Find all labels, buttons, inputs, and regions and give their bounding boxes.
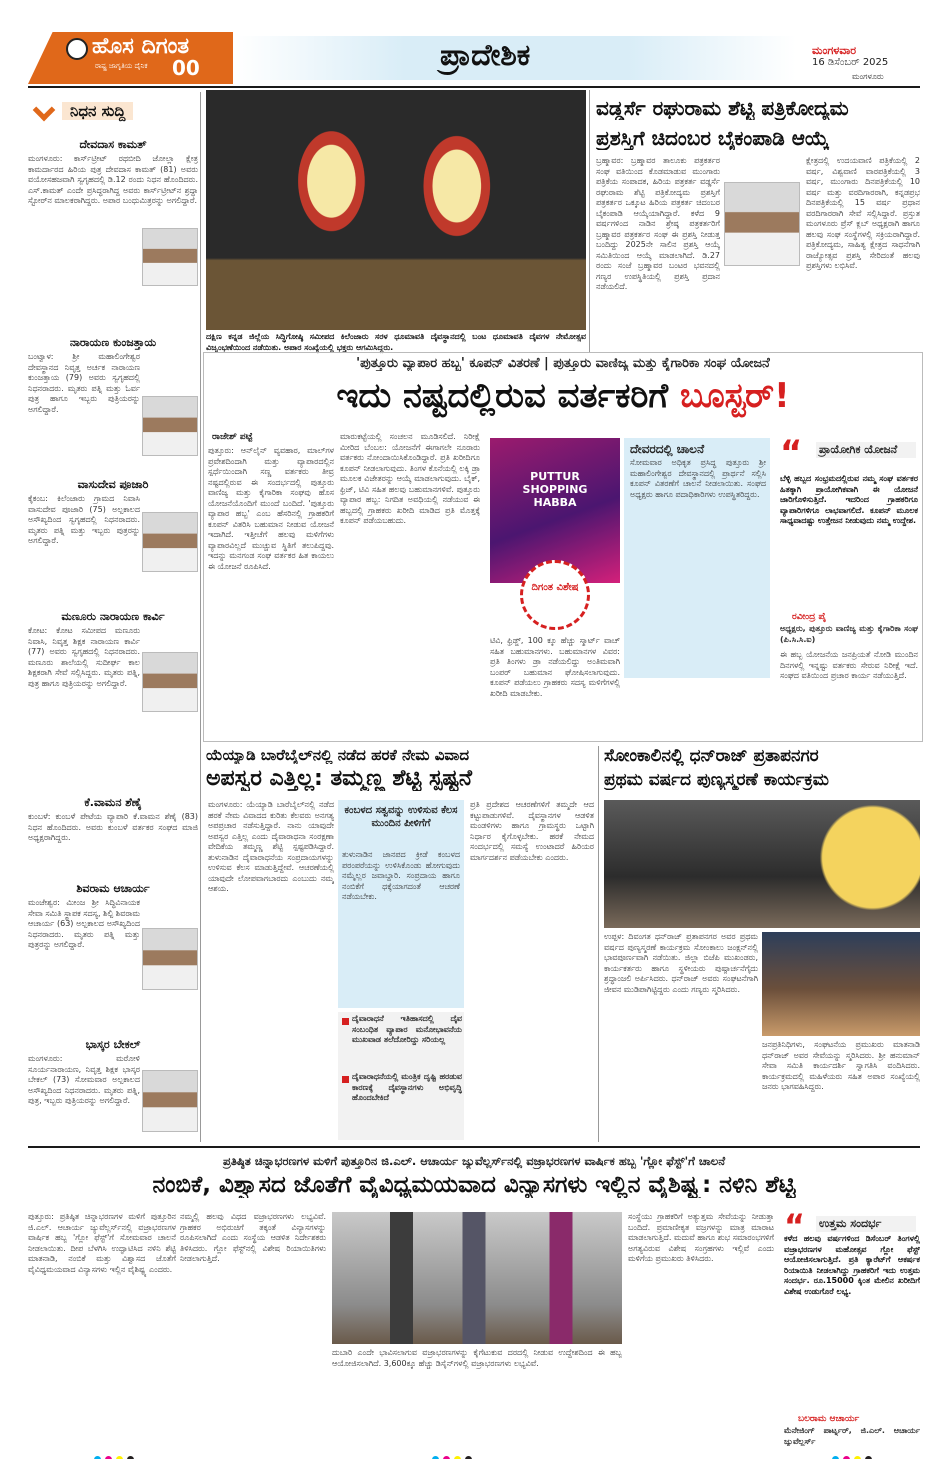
ritual-photo-caption: ದಕ್ಷಿಣ ಕನ್ನಡ ಜಿಲ್ಲೆಯ ಸಿದ್ಧಿಗೋಷ್ಠಿ ಸಮೀಪದ ಕಿಲೆಂಜಾರು ಸರಳ ಧೂಮಾವತಿ ದೈವಸ್ಥಾನದಲ್ಲಿ ಬಂಟ ಧೂಮಾವತಿ ದೈವಗಳ ನೇಮೋತ್ಸವ ವಿಜೃಂಭಣೆಯಿಂದ ನಡೆಯಿತು. ಅಪಾರ ಸಂಖ್ಯೆಯಲ್ಲಿ ಭಕ್ತರು ಆಗಮಿಸಿದ್ದರು. (206, 332, 586, 352)
obituary-text: ಕೈಕಂಬ: ಕಿಲೆಂಜಾರು ಗ್ರಾಮದ ನಿವಾಸಿ ವಾಸುದೇವ ಪೂಜಾರಿ (75) ಅಲ್ಪಕಾಲದ ಅಸೌಖ್ಯದಿಂದ ಸ್ವಗೃಹದಲ್ಲಿ ನಿಧನರಾದರು. ಮೃತರು ಪತ್ನಿ ಮತ್ತು ಇಬ್ಬರು ಪುತ್ರರನ್ನು ಅಗಲಿದ್ದಾರೆ. (28, 494, 140, 545)
jewellers-photo-caption: ದುಬಾರಿ ಎಂದೇ ಭಾವಿಸಲಾಗುವ ವಜ್ರಾಭರಣಗಳನ್ನು ಕೈಗೆಟುಕುವ ದರದಲ್ಲಿ ನೀಡುವ ಉದ್ದೇಶದಿಂದ ಈ ಹಬ್ಬ ಆಯೋಜಿಸಲಾಗಿದೆ. 3,600ಕ್ಕೂ ಹೆಚ್ಚು ಡಿಸೈನ್‌ಗಳಲ್ಲಿ ವಜ್ರಾಭರಣಗಳು ಲಭ್ಯವಿವೆ. (332, 1348, 622, 1368)
temple-launch-text: ಸೋಮವಾರ ಅಧಿಕೃತ ಪ್ರಸಿದ್ಧ ಪುತ್ತೂರು ಶ್ರೀ ಮಹಾಲಿಂಗೇಶ್ವರ ದೇವಸ್ಥಾನದಲ್ಲಿ ಪ್ರಾರ್ಥನೆ ಸಲ್ಲಿಸಿ ಕೂಪನ್ ವಿತರಣೆಗೆ ಚಾಲನೆ ನೀಡಲಾಯಿತು. ಸಂಘದ ಅಧ್ಯಕ್ಷರು ಹಾಗೂ ಪದಾಧಿಕಾರಿಗಳು ಉಪಸ್ಥಿತರಿದ್ದರು. (630, 458, 766, 499)
booster-col-1: ಪುತ್ತೂರು: ಆನ್‌ಲೈನ್ ವ್ಯವಹಾರ, ಮಾಲ್‌ಗಳ ಪ್ರವೇಶದಿಂದಾಗಿ ಮತ್ತು ವ್ಯಾಪಾರದಲ್ಲಿನ ಸ್ಪರ್ಧೆಯಿಂದಾಗಿ ಸಣ್ಣ ವರ್ತಕರು ತೀವ್ರ ನಷ್ಟದಲ್ಲಿರುವ ಈ ಸಂದರ್ಭದಲ್ಲಿ ಪುತ್ತೂರು ವಾಣಿಜ್ಯ ಮತ್ತು ಕೈಗಾರಿಕಾ ಸಂಘವು ಹೊಸ ಯೋಜನೆಯೊಂದಿಗೆ ಮುಂದೆ ಬಂದಿದೆ. 'ಪುತ್ತೂರು ವ್ಯಾಪಾರ ಹಬ್ಬ' ಎಂಬ ಹೆಸರಿನಲ್ಲಿ ಗ್ರಾಹಕರಿಗೆ ಕೂಪನ್ ವಿತರಿಸಿ ಬಹುಮಾನ ನೀಡುವ ಯೋಜನೆ ಇದಾಗಿದೆ. ಇತ್ತೀಚೆಗೆ ಹಲವು ಮಳಿಗೆಗಳು ವ್ಯಾಪಾರವಿಲ್ಲದೆ ಮುಚ್ಚುವ ಸ್ಥಿತಿಗೆ ತಲುಪಿದ್ದವು. ಇದನ್ನು ಮನಗಂಡ ಸಂಘ ವರ್ತಕರ ಹಿತ ಕಾಯಲು ಈ ಯೋಜನೆ ರೂಪಿಸಿದೆ. (208, 446, 334, 571)
quote-mark-icon: “ (780, 433, 803, 473)
good-occasion-author: ಬಲರಾಮ ಆಚಾರ್ಯ (798, 1414, 860, 1424)
section-title: ಪ್ರಾದೇಶಿಕ (440, 38, 531, 73)
jewellers-col-3: ಸಂಸ್ಥೆಯು ಗ್ರಾಹಕರಿಗೆ ಅತ್ಯುತ್ತಮ ಸೇವೆಯನ್ನು ನೀಡುತ್ತಾ ಬಂದಿದೆ. ಪ್ರಮಾಣೀಕೃತ ವಜ್ರಗಳನ್ನು ಮಾತ್ರ ಮಾರಾಟ ಮಾಡಲಾಗುತ್ತಿದೆ. ಮದುವೆ ಹಾಗೂ ಶುಭ ಸಮಾರಂಭಗಳಿಗೆ ಅಗತ್ಯವಿರುವ ವಿಶೇಷ ಸಂಗ್ರಹಗಳು ಇಲ್ಲಿವೆ ಎಂದು ಮಳಿಗೆಯ ಪ್ರಮುಖರು ತಿಳಿಸಿದರು. (628, 1212, 774, 1263)
left-column-divider (200, 92, 201, 1142)
booster-headline-black: ಇದು ನಷ್ಟದಲ್ಲಿರುವ ವರ್ತಕರಿಗೆ (336, 376, 680, 416)
practical-scheme-title: ಪ್ರಾಯೋಗಿಕ ಯೋಜನೆ (816, 442, 916, 458)
practical-scheme-author: ರವೀಂದ್ರ ಪೈ (792, 612, 827, 622)
print-marks-center (430, 1448, 474, 1459)
quote-mark-icon: “ (784, 1207, 806, 1245)
issue-city: ಮಂಗಳೂರು (852, 72, 884, 81)
masthead-logo-emblem (66, 38, 88, 60)
temple-launch-title: ದೇವರದಲ್ಲಿ ಚಾಲನೆ (630, 442, 705, 456)
good-occasion-quote: ಕಳೆದ ಹಲವು ವರ್ಷಗಳಿಂದ ಡಿಸೆಂಬರ್ ತಿಂಗಳಲ್ಲಿ ವಜ್ರಾಭರಣಗಳ ಮಹೋತ್ಸವ ಗ್ಲೋ ಫೆಸ್ಟ್ ಆಯೋಜಿಸಲಾಗುತ್ತಿದೆ. ಪ್ರತಿ ಕ್ಯಾರೆಟ್‌ಗೆ ಆಕರ್ಷಕ ರಿಯಾಯಿತಿ ನೀಡಲಾಗಿದ್ದು ಗ್ರಾಹಕರಿಗೆ ಇದು ಉತ್ತಮ ಸಂದರ್ಭ. ರೂ.15000 ಕ್ಕಿಂತ ಮೇಲಿನ ಖರೀದಿಗೆ ವಿಶೇಷ ಉಡುಗೊರೆ ಲಭ್ಯ. (784, 1234, 920, 1296)
masthead (0, 0, 945, 88)
masthead-rule (28, 86, 920, 88)
good-occasion-title: ಉತ್ತಮ ಸಂದರ್ಭ (816, 1216, 916, 1232)
raghurama-col-2: ಕ್ಷೇತ್ರದಲ್ಲಿ ಉದಯವಾಣಿ ಪತ್ರಿಕೆಯಲ್ಲಿ 2 ವರ್ಷ, ವಿಶ್ವವಾಣಿ ವಾರಪತ್ರಿಕೆಯಲ್ಲಿ 3 ವರ್ಷ, ಮುಂಗಾರು ದಿನಪತ್ರಿಕೆಯಲ್ಲಿ 10 ವರ್ಷ ಮತ್ತು ವರದಿಗಾರರಾಗಿ, ಕನ್ನಡಪ್ರಭ ದಿನಪತ್ರಿಕೆಯಲ್ಲಿ 15 ವರ್ಷ ಪ್ರಧಾನ ವರದಿಗಾರರಾಗಿ ಸೇವೆ ಸಲ್ಲಿಸಿದ್ದಾರೆ. ಪ್ರಸ್ತುತ ಮಂಗಳೂರು ಪ್ರೆಸ್ ಕ್ಲಬ್ ಅಧ್ಯಕ್ಷರಾಗಿ ಹಾಗೂ ಹಲವು ಸಂಘ ಸಂಸ್ಥೆಗಳಲ್ಲಿ ಸಕ್ರಿಯರಾಗಿದ್ದಾರೆ. ಪತ್ರಿಕೋದ್ಯಮ, ಸಾಹಿತ್ಯ ಕ್ಷೇತ್ರದ ಸಾಧನೆಗಾಗಿ ರಾಜ್ಯೋತ್ಸವ ಪ್ರಶಸ್ತಿ ಸೇರಿದಂತೆ ಹಲವು ಪ್ರಶಸ್ತಿಗಳು ಲಭಿಸಿವೆ. (806, 156, 920, 270)
raghurama-headline-2: ಪ್ರಶಸ್ತಿಗೆ ಚಿದಂಬರ ಬೈಕಂಪಾಡಿ ಆಯ್ಕೆ (596, 126, 830, 150)
dhanraj-col-1: ಉಪ್ಪಳ: ದಿವಂಗತ ಧನ್‌ರಾಜ್ ಪ್ರತಾಪನಗರ ಅವರ ಪ್ರಥಮ ವರ್ಷದ ಪುಣ್ಯಸ್ಮರಣೆ ಕಾರ್ಯಕ್ರಮ ಸೋಂಕಾಲು ಜಂಕ್ಷನ್‌ನಲ್ಲಿ ಭಾವಪೂರ್ಣವಾಗಿ ನಡೆಯಿತು. ಜಿಲ್ಲಾ ಬಿಜೆಪಿ ಮುಖಂಡರು, ಕಾರ್ಯಕರ್ತರು ಹಾಗೂ ಸ್ಥಳೀಯರು ಪುಷ್ಪಾರ್ಚನೆಗೈದು ಶ್ರದ್ಧಾಂಜಲಿ ಅರ್ಪಿಸಿದರು. ಧನ್‌ರಾಜ್ ಅವರು ಸಂಘಟನೆಗಾಗಿ ಜೀವನ ಮುಡಿಪಾಗಿಟ್ಟಿದ್ದರು ಎಂದು ಗಣ್ಯರು ಸ್ಮರಿಸಿದರು. (604, 932, 758, 994)
obituary-portrait (142, 1070, 198, 1132)
obituary-name: ನಾರಾಯಣ ಕುಂಜತ್ತಾಯ (69, 336, 157, 349)
bottom-section-rule (28, 1146, 920, 1148)
poster-title: PUTTUR SHOPPING HABBA (522, 470, 588, 509)
practical-scheme-extra: ಈ ಹಬ್ಬ ಯೋಜನೆಯ ಜನಪ್ರಿಯತೆ ನೋಡಿ ಮುಂದಿನ ದಿನಗಳಲ್ಲಿ ಇನ್ನಷ್ಟು ವರ್ತಕರು ಸೇರುವ ನಿರೀಕ್ಷೆ ಇದೆ. ಸಂಘದ ವತಿಯಿಂದ ಪ್ರಚಾರ ಕಾರ್ಯ ನಡೆಯುತ್ತಿದೆ. (780, 650, 918, 680)
booster-headline (206, 376, 920, 416)
issue-day: ಮಂಗಳವಾರ (812, 44, 857, 57)
ritual-photo (206, 90, 586, 330)
print-marks-left (92, 1448, 136, 1459)
jewellers-col-1: ಪುತ್ತೂರು: ಪ್ರತಿಷ್ಠಿತ ಚಿನ್ನಾಭರಣಗಳ ಮಳಿಗೆ ಪುತ್ತೂರಿನ ಜಿ.ಎಲ್. ಆಚಾರ್ಯ ಜ್ಯುವೆಲ್ಲರ್ಸ್‌ನಲ್ಲಿ ವಜ್ರಾಭರಣಗಳ ವಾರ್ಷಿಕ ಹಬ್ಬ 'ಗ್ಲೋ ಫೆಸ್ಟ್'ಗೆ ಸೋಮವಾರ ಚಾಲನೆ ನೀಡಲಾಯಿತು. ದೀಪ ಬೆಳಗಿಸಿ ಉದ್ಘಾಟಿಸಿದ ನಳಿನಿ ಶೆಟ್ಟಿ ಮಾತನಾಡಿ, ನಂಬಿಕೆ ಮತ್ತು ವಿಶ್ವಾಸದ ಜೊತೆಗೆ ವೈವಿಧ್ಯಮಯವಾದ ವಿನ್ಯಾಸಗಳು ಇಲ್ಲಿನ ವೈಶಿಷ್ಟ್ಯ ಎಂದರು. (28, 1212, 176, 1274)
obituary-text-wrap (28, 230, 140, 310)
obituary-text: ಮಂಜೇಶ್ವರ: ಮೀಂಜ ಶ್ರೀ ಸಿದ್ಧಿವಿನಾಯಕ ಸೇವಾ ಸಮಿತಿ ಸ್ಥಾಪಕ ಸದಸ್ಯ, ಶಿಲ್ಪಿ ಶಿವರಾಮ ಆಚಾರ್ಯ (63) ಅಲ್ಪಕಾಲದ ಅಸೌಖ್ಯದಿಂದ ನಿಧನರಾದರು. ಮೃತರು ಪತ್ನಿ ಮತ್ತು ಪುತ್ರರನ್ನು ಅಗಲಿದ್ದಾರೆ. (28, 898, 140, 949)
obituary-text: ಮಂಗಳೂರು: ಮರೋಳಿ ಸೂರ್ಯನಾರಾಯಣ, ನಿವೃತ್ತ ಶಿಕ್ಷಕ ಭಾಸ್ಕರ ಬೇಕಲ್ (73) ಸೋಮವಾರ ಅಲ್ಪಕಾಲದ ಅಸೌಖ್ಯದಿಂದ ನಿಧನರಾದರು. ಮೃತರು ಪತ್ನಿ, ಪುತ್ರ, ಇಬ್ಬರು ಪುತ್ರಿಯರನ್ನು ಅಗಲಿದ್ದಾರೆ. (28, 1054, 140, 1105)
obituary-portrait (142, 512, 198, 572)
booster-byline: ರಾಜೇಶ್ ಪಟ್ಟೆ (212, 432, 253, 442)
booster-headline-red: ಬೂಸ್ಟರ್! (679, 376, 790, 416)
booster-col-3: ಟಿವಿ, ಫ್ರಿಡ್ಜ್, 100 ಕ್ಕೂ ಹೆಚ್ಚು ಸ್ಮಾರ್ಟ್ ವಾಚ್ ಸಹಿತ ಬಹುಮಾನಗಳು. ಬಹುಮಾನಗಳ ವಿವರ: ಪ್ರತಿ ತಿಂಗಳು ಡ್ರಾ ನಡೆಯಲಿದ್ದು ಅಂತಿಮವಾಗಿ ಬಂಪರ್ ಬಹುಮಾನ ಘೋಷಿಸಲಾಗುವುದು. ಕೂಪನ್ ಪಡೆಯಲು ಗ್ರಾಹಕರು ಸದಸ್ಯ ಮಳಿಗೆಗಳಲ್ಲಿ ಖರೀದಿ ಮಾಡಬೇಕು. (490, 636, 620, 698)
practical-scheme-author-role: ಅಧ್ಯಕ್ಷರು, ಪುತ್ತೂರು ವಾಣಿಜ್ಯ ಮತ್ತು ಕೈಗಾರಿಕಾ ಸಂಘ (ಪಿ.ಸಿ.ಸಿ.ಐ) (780, 624, 918, 644)
thammanna-headline-2: ಅಪಸ್ವರ ಎತ್ತಿಲ್ಲ: ತಮ್ಮಣ್ಣ ಶೆಟ್ಟಿ ಸ್ಪಷ್ಟನೆ (206, 766, 473, 791)
jewellers-headline: ನಂಬಿಕೆ, ವಿಶ್ವಾಸದ ಜೊತೆಗೆ ವೈವಿಧ್ಯಮಯವಾದ ವಿನ್ಯಾಸಗಳು ಇಲ್ಲಿನ ವೈಶಿಷ್ಟ್ಯ: ನಳಿನಿ ಶೆಟ್ಟಿ (152, 1172, 796, 1198)
issue-date: 16 ಡಿಸೆಂಬರ್ 2025 (812, 57, 889, 68)
dhanraj-headline-1: ಸೋಂಕಾಲಿನಲ್ಲಿ ಧನ್‌ರಾಜ್ ಪ್ರತಾಪನಗರ (604, 746, 819, 766)
raghurama-headline-1: ವಡ್ಡರ್ಸೆ ರಘುರಾಮ ಶೆಟ್ಟಿ ಪತ್ರಿಕೋದ್ಯಮ (596, 96, 849, 120)
thammanna-col-1: ಮಂಗಳೂರು: ಯೆಯ್ಯಾಡಿ ಬಾರೆಬೈಲ್‌ನಲ್ಲಿ ನಡೆದ ಹರಕೆ ನೇಮ ವಿವಾದದ ಕುರಿತು ಕೆಲವರು ಅನಗತ್ಯ ಅಪಪ್ರಚಾರ ನಡೆಸುತ್ತಿದ್ದಾರೆ. ನಾನು ಯಾವುದೇ ಅಪಸ್ವರ ಎತ್ತಿಲ್ಲ ಎಂದು ದೈವಾರಾಧನಾ ಸಂರಕ್ಷಣಾ ವೇದಿಕೆಯ ತಮ್ಮಣ್ಣ ಶೆಟ್ಟಿ ಸ್ಪಷ್ಟಪಡಿಸಿದ್ದಾರೆ. ತುಳುನಾಡಿನ ದೈವಾರಾಧನೆಯ ಸಂಪ್ರದಾಯಗಳನ್ನು ಉಳಿಸುವ ಕೆಲಸ ಮಾಡುತ್ತಿದ್ದೇವೆ. ಆಚರಣೆಯಲ್ಲಿ ಯಾವುದೇ ಲೋಪವಾಗಬಾರದು ಎಂಬುದು ನಮ್ಮ ಆಶಯ. (208, 800, 334, 893)
paper-name: ಹೊಸ ದಿಗಂತ (92, 34, 190, 59)
thammanna-col-2: ಪ್ರತಿ ಪ್ರದೇಶದ ಆಚರಣೆಗಳಿಗೆ ತಮ್ಮದೇ ಆದ ಕಟ್ಟುಪಾಡುಗಳಿವೆ. ದೈವಸ್ಥಾನಗಳ ಆಡಳಿತ ಮಂಡಳಿಗಳು ಹಾಗೂ ಗ್ರಾಮಸ್ಥರು ಒಟ್ಟಾಗಿ ನಿರ್ಧಾರ ಕೈಗೊಳ್ಳಬೇಕು. ಹರಕೆ ನೇಮದ ಸಂದರ್ಭದಲ್ಲಿ ಸಮಸ್ಯೆ ಉಂಟಾದರೆ ಹಿರಿಯರ ಮಾರ್ಗದರ್ಶನ ಪಡೆಯಬೇಕು ಎಂದರು. (470, 800, 594, 862)
raghurama-col-1: ಬ್ರಹ್ಮಾವರ: ಬ್ರಹ್ಮಾವರ ತಾಲೂಕು ಪತ್ರಕರ್ತರ ಸಂಘ ವತಿಯಿಂದ ಕೊಡಮಾಡುವ ಮುಂಗಾರು ಪತ್ರಿಕೆಯ ಸಂಪಾದಕ, ಹಿರಿಯ ಪತ್ರಕರ್ತ ವಡ್ಡರ್ಸೆ ರಘುರಾಮ ಶೆಟ್ಟಿ ಪತ್ರಿಕೋದ್ಯಮ ಪ್ರಶಸ್ತಿಗೆ ಪತ್ರಕರ್ತರ ಒಕ್ಕೂಟ ಹಿರಿಯ ಪತ್ರಕರ್ತ ಚಿದಂಬರ ಬೈಕಂಪಾಡಿ ಆಯ್ಕೆಯಾಗಿದ್ದಾರೆ. ಕಳೆದ 9 ವರ್ಷಗಳಿಂದ ನಾಡಿನ ಶ್ರೇಷ್ಠ ಪತ್ರಕರ್ತರಿಗೆ ಬ್ರಹ್ಮಾವರ ಪತ್ರಕರ್ತರ ಸಂಘ ಈ ಪ್ರಶಸ್ತಿ ನೀಡುತ್ತ ಬಂದಿದ್ದು 2025ನೇ ಸಾಲಿನ ಪ್ರಶಸ್ತಿ ಆಯ್ಕೆ ಸಮಿತಿಯಿಂದ ಆಯ್ಕೆ ಮಾಡಲಾಗಿದೆ. ಡಿ.27 ರಂದು ಸಂಜೆ ಬ್ರಹ್ಮಾವರ ಬಂಟರ ಭವನದಲ್ಲಿ ಗಣ್ಯರ ಉಪಸ್ಥಿತಿಯಲ್ಲಿ ಪ್ರಶಸ್ತಿ ಪ್ರದಾನ ನಡೆಯಲಿದೆ. (596, 156, 720, 291)
obituary-name: ಭಾಸ್ಕರ ಬೇಕಲ್ (85, 1038, 141, 1051)
dhanraj-crowd-photo (762, 932, 920, 1036)
booster-col-2: ಮಾರುಕಟ್ಟೆಯಲ್ಲಿ ಸಂಚಲನ ಮೂಡಿಸಲಿದೆ. ನಿರೀಕ್ಷೆ ಮೀರಿದ ಬೆಂಬಲ: ಯೋಜನೆಗೆ ಈಗಾಗಲೇ ನೂರಾರು ವರ್ತಕರು ನೋಂದಾಯಿಸಿಕೊಂಡಿದ್ದಾರೆ. ಪ್ರತಿ ಖರೀದಿಗೂ ಕೂಪನ್ ನೀಡಲಾಗುವುದು. ತಿಂಗಳ ಕೊನೆಯಲ್ಲಿ ಲಕ್ಕಿ ಡ್ರಾ ಮೂಲಕ ವಿಜೇತರನ್ನು ಆಯ್ಕೆ ಮಾಡಲಾಗುವುದು. ಬೈಕ್, ಫ್ರಿಜ್, ಟಿವಿ ಸಹಿತ ಹಲವು ಬಹುಮಾನಗಳಿವೆ. ಪುತ್ತೂರು ವ್ಯಾಪಾರ ಹಬ್ಬ: ನಿಗದಿತ ಅವಧಿಯಲ್ಲಿ ನಡೆಯುವ ಈ ಹಬ್ಬದಲ್ಲಿ ಗ್ರಾಹಕರು ಖರೀದಿ ಮಾಡಿದ ಪ್ರತಿ ಮೊತ್ತಕ್ಕೆ ಕೂಪನ್ ಪಡೆಯಬಹುದು. (340, 432, 480, 525)
print-marks-right (830, 1448, 874, 1459)
kambala-box-text: ತುಳುನಾಡಿನ ಜಾನಪದ ಕ್ರೀಡೆ ಕಂಬಳದ ಪರಂಪರೆಯನ್ನು ಉಳಿಸಿಕೊಂಡು ಹೋಗುವುದು ನಮ್ಮೆಲ್ಲರ ಜವಾಬ್ದಾರಿ. ಸಂಪ್ರದಾಯ ಹಾಗೂ ನಂಬಿಕೆಗೆ ಧಕ್ಕೆಯಾಗದಂತೆ ಆಚರಣೆ ನಡೆಯಬೇಕು. (342, 850, 460, 901)
booster-col-4 (624, 682, 770, 738)
top-divider (589, 90, 590, 352)
obituary-text: ಬಂಟ್ವಾಳ: ಶ್ರೀ ಮಹಾಲಿಂಗೇಶ್ವರ ದೇವಸ್ಥಾನದ ನಿವೃತ್ತ ಅರ್ಚಕ ನಾರಾಯಣ ಕುಂಜತ್ತಾಯ (79) ಅವರು ಸ್ವಗೃಹದಲ್ಲಿ ನಿಧನರಾದರು. ಮೃತರು ಪತ್ನಿ ಮತ್ತು ಓರ್ವ ಪುತ್ರ ಹಾಗೂ ಇಬ್ಬರು ಪುತ್ರಿಯರನ್ನು ಅಗಲಿದ್ದಾರೆ. (28, 352, 140, 414)
digantha-special-badge (520, 560, 590, 630)
obituary-text: ಕುಂಬಳೆ: ಕುಂಬಳೆ ಪೇಟೆಯ ವ್ಯಾಪಾರಿ ಕೆ.ವಾಮನ ಶೆಣೈ (83) ನಿಧನ ಹೊಂದಿದರು. ಅವರು ಕುಂಬಳೆ ವರ್ತಕರ ಸಂಘದ ಮಾಜಿ ಅಧ್ಯಕ್ಷರಾಗಿದ್ದರು. (28, 812, 198, 842)
dhanraj-headline-2: ಪ್ರಥಮ ವರ್ಷದ ಪುಣ್ಯಸ್ಮರಣೆ ಕಾರ್ಯಕ್ರಮ (604, 770, 829, 790)
booster-kicker: 'ಪುತ್ತೂರು ವ್ಯಾಪಾರ ಹಬ್ಬ' ಕೂಪನ್ ವಿತರಣೆ | ಪುತ್ತೂರು ವಾಣಿಜ್ಯ ಮತ್ತು ಕೈಗಾರಿಕಾ ಸಂಘ ಯೋಜನೆ (356, 356, 770, 371)
obituary-portrait (142, 652, 198, 712)
jewellers-col-2: ನಮ್ಮಲ್ಲಿ ಹಲವು ವಿಧದ ವಜ್ರಾಭರಣಗಳು ಲಭ್ಯವಿವೆ. ಗ್ರಾಹಕರ ಅಭಿರುಚಿಗೆ ತಕ್ಕಂತೆ ವಿನ್ಯಾಸಗಳನ್ನು ರೂಪಿಸಲಾಗಿದೆ ಎಂದು ಸಂಸ್ಥೆಯ ಆಡಳಿತ ನಿರ್ದೇಶಕರು ತಿಳಿಸಿದರು. ಗ್ಲೋ ಫೆಸ್ಟ್‌ನಲ್ಲಿ ವಿಶೇಷ ರಿಯಾಯಿತಿಗಳು ನೀಡಲಾಗುತ್ತಿದೆ. (180, 1212, 326, 1263)
obituary-header-title: ನಿಧನ ಸುದ್ದಿ (62, 102, 133, 120)
obituary-portrait (142, 228, 198, 286)
bullet-square-icon (342, 1018, 349, 1025)
quote-box-2: ದೈವಾರಾಧನೆಯಲ್ಲಿ ಮಂತ್ರಿಕ ದೃಷ್ಟಿ ಹರಡುವ ಕಾರಣಕ್ಕೆ ದೈವಸ್ಥಾನಗಳು ಅಭಿವೃದ್ಧಿ ಹೊಂದಬೇಕಿದೆ (352, 1072, 462, 1102)
dhanraj-col-2: ಜನಪ್ರತಿನಿಧಿಗಳು, ಸಂಘಟನೆಯ ಪ್ರಮುಖರು ಮಾತನಾಡಿ ಧನ್‌ರಾಜ್ ಅವರ ಸೇವೆಯನ್ನು ಸ್ಮರಿಸಿದರು. ಶ್ರೀ ಹನುಮಾನ್ ಸೇವಾ ಸಮಿತಿ ಕಾರ್ಯದರ್ಶಿ ಸ್ವಾಗತಿಸಿ ವಂದಿಸಿದರು. ಕಾರ್ಯಕ್ರಮದಲ್ಲಿ ಮಹಿಳೆಯರು ಸಹಿತ ಅಪಾರ ಸಂಖ್ಯೆಯಲ್ಲಿ ಜನರು ಭಾಗವಹಿಸಿದ್ದರು. (762, 1040, 920, 1091)
page-number: 00 (172, 56, 200, 80)
digantha-special-badge-label: ದಿಗಂತ ವಿಶೇಷ (531, 582, 579, 593)
jewellers-kicker: ಪ್ರತಿಷ್ಠಿತ ಚಿನ್ನಾಭರಣಗಳ ಮಳಿಗೆ ಪುತ್ತೂರಿನ ಜಿ.ಎಲ್. ಆಚಾರ್ಯ ಜ್ಯುವೆಲ್ಲರ್ಸ್‌ನಲ್ಲಿ ವಜ್ರಾಭರಣಗಳ ವಾರ್ಷಿಕ ಹಬ್ಬ 'ಗ್ಲೋ ಫೆಸ್ಟ್'ಗೆ ಚಾಲನೆ (222, 1154, 726, 1168)
paper-tagline: ರಾಷ್ಟ್ರ ಜಾಗೃತಿಯ ದೈನಿಕ (95, 62, 148, 70)
mid-divider (598, 746, 599, 1142)
obituary-text: ಮಂಗಳೂರು: ಕಾರ್ಸ್‌ಟ್ರೀಟ್ ರಥಬೀದಿ ಜೋಲ್ಲಾ ಕ್ಷೇತ್ರ ಕಾಮರ್ದಾರದ ಹಿರಿಯ ಪುತ್ರ ದೇವದಾಸ ಕಾಮತ್ (81) ಅವರು ವಯೋಸಹಜವಾಗಿ ಸ್ವಗೃಹದಲ್ಲಿ ಡಿ.12 ರಂದು ನಿಧನ ಹೊಂದಿದರು. ಎಸ್.ಕಾಮತ್ ಎಂದೇ ಪ್ರಸಿದ್ಧರಾಗಿದ್ದ ಅವರು ಕಾರ್ಸ್‌ಟ್ರೀಟ್‌ನ ಶ್ರದ್ಧಾ ಸ್ಟೋರ್‌ನ ಮಾಲಕರಾಗಿದ್ದರು. ಅಪಾರ ಬಂಧುಮಿತ್ರರನ್ನು ಅಗಲಿದ್ದಾರೆ. (28, 154, 198, 205)
obituary-portrait (142, 928, 198, 990)
thammanna-headline-1: ಯೆಯ್ಯಾಡಿ ಬಾರೆಬೈಲ್‌ನಲ್ಲಿ ನಡೆದ ಹರಕೆ ನೇಮ ವಿವಾದ (206, 746, 470, 764)
obituary-text: ಕೋಟ: ಕೋಟ ಸಮೀಪದ ಮಣೂರು ನಿವಾಸಿ, ನಿವೃತ್ತ ಶಿಕ್ಷಕ ನಾರಾಯಣ ಕಾರ್ವಿ (77) ಅವರು ಸ್ವಗೃಹದಲ್ಲಿ ನಿಧನರಾದರು. ಮಣೂರು ಶಾಲೆಯಲ್ಲಿ ಸುದೀರ್ಘ ಕಾಲ ಶಿಕ್ಷಕರಾಗಿ ಸೇವೆ ಸಲ್ಲಿಸಿದ್ದರು. ಮೃತರು ಪತ್ನಿ, ಪುತ್ರ ಹಾಗೂ ಪುತ್ರಿಯರನ್ನು ಅಗಲಿದ್ದಾರೆ. (28, 626, 140, 688)
obituary-portrait (142, 396, 198, 456)
quote-box-1: ದೈವಾರಾಧನೆ ಇತಿಹಾಸದಲ್ಲಿ ದೈವ ಸಂಬಂಧಿತ ವ್ಯಾಪಾರ ಮನೋಭಾವನೆಯ ಮುಖವಾಡ ತಲೆದೋರಿದ್ದು ಸರಿಯಲ್ಲ (352, 1014, 462, 1044)
obituary-name: ಮಣೂರು ನಾರಾಯಣ ಕಾರ್ವಿ (61, 610, 165, 623)
obituary-name: ಕೆ.ವಾಮನ ಶೆಣೈ (84, 796, 142, 809)
kambala-box-title: ಕಂಬಳದ ಸತ್ವವನ್ನು ಉಳಿಸುವ ಕೆಲಸ ಮುಂದಿನ ಪೀಳಿಗೆಗೆ (344, 805, 458, 829)
obituary-name: ಶಿವರಾಮ ಆಚಾರ್ಯ (76, 882, 150, 895)
obituary-name: ವಾಸುದೇವ ಪೂಜಾರಿ (77, 478, 149, 491)
practical-scheme-quote: ಬೆಳ್ಳಿ ಹಬ್ಬದ ಸಂಭ್ರಮದಲ್ಲಿರುವ ನಮ್ಮ ಸಂಘ ವರ್ತಕರ ಹಿತಕ್ಕಾಗಿ ಪ್ರಾಯೋಗಿಕವಾಗಿ ಈ ಯೋಜನೆ ಜಾರಿಗೊಳಿಸುತ್ತಿದೆ. ಇದರಿಂದ ಗ್ರಾಹಕರಿಗೂ ವ್ಯಾಪಾರಿಗಳಿಗೂ ಲಾಭವಾಗಲಿದೆ. ಕೂಪನ್ ಮೂಲಕ ಸಾಧ್ಯವಾದಷ್ಟು ಉತ್ತೇಜನ ನೀಡುವುದು ನಮ್ಮ ಉದ್ದೇಶ. (780, 474, 918, 525)
jewellers-launch-photo (332, 1212, 622, 1344)
good-occasion-author-role: ಮೆನೇಜಿಂಗ್ ಪಾರ್ಟ್ನರ್, ಜಿ.ಎಲ್. ಆಚಾರ್ಯ ಜ್ಯುವೆಲ್ಲರ್ಸ್ (784, 1426, 920, 1446)
bullet-square-icon (342, 1076, 349, 1083)
obituary-name: ದೇವದಾಸ ಕಾಮತ್ (79, 138, 147, 151)
dhanraj-tribute-photo (604, 800, 920, 928)
raghurama-portrait (724, 182, 800, 266)
